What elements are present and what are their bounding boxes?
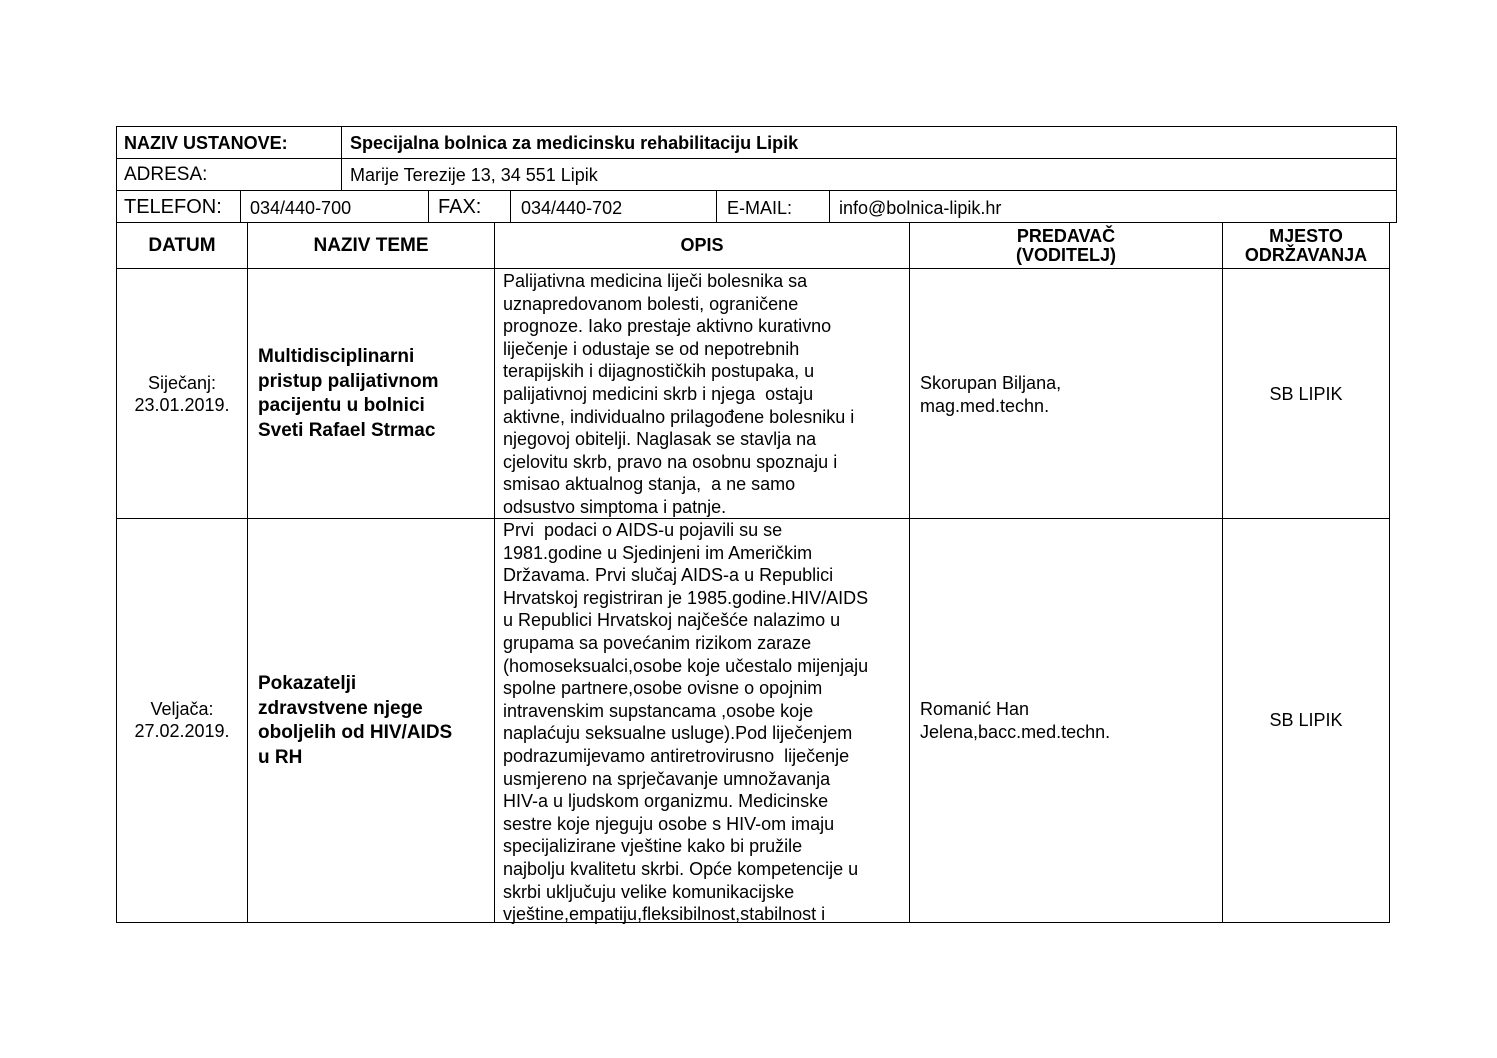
row-date: Veljača: 27.02.2019. xyxy=(134,699,230,741)
header-date: DATUM xyxy=(148,235,216,256)
info-fax-divider xyxy=(428,190,429,222)
header-topic: NAZIV TEME xyxy=(313,235,429,256)
info-border-right xyxy=(1396,126,1397,223)
table-border-left xyxy=(116,222,117,923)
row-topic: Multidisciplinarni pristup palijativnom pacijentu u bolnici Sveti Rafael Strmac xyxy=(258,346,439,441)
phone-label: TELEFON: xyxy=(124,196,222,218)
row-description: Prvi podaci o AIDS-u pojavili su se 1981.godine u Sjedinjeni im Američkim Državama. Prvi slučaj AIDS-a u Republici Hrvatskoj registriran je 1985.godine.HIV/AIDS u Republici Hrvatskoj najčešće nalazimo u grupama sa povećanim rizikom zaraze (homoseksualci,osobe koje učestalo mijenjaju spolne partnere,osobe ovisne o opojnim intravenskim supstancama ,osobe koje naplaćuju seksualne usluge).Pod liječenjem podrazumijevamo antiretrovirusno liječenje usmjereno na sprječavanje umnožavanja HIV-a u ljudskom organizmu. Medicinske sestre koje njeguju osobe s HIV-om imaju specijalizirane vještine kako bi pružile najbolju kvalitetu skrbi. Opće kompetencije u skrbi uključuju velike komunikacijske vještine,empatiju,fleksibilnost,stabilnost i xyxy=(503,520,869,925)
header-location: MJESTO ODRŽAVANJA xyxy=(1244,226,1368,265)
address-label: ADRESA: xyxy=(124,164,208,185)
institution-name-label: NAZIV USTANOVE: xyxy=(124,133,288,153)
row-description: Palijativna medicina liječi bolesnika sa uznapredovanom bolesti, ograničene prognoze. Iako prestaje aktivno kurativno liječenje i odustaje se od nepotrebnih terapijskih i dijagnostičkih postupaka, u palijativnoj medicini skrb i njega ostaju aktivne, individualno prilagođene bolesniku i njegovoj obitelji. Naglasak se stavlja na cjelovitu skrb, pravo na osobnu spoznaju i smisao aktualnog stanja, a ne samo odsustvo simptoma i patnje. xyxy=(503,271,855,517)
email-value: info@bolnica-lipik.hr xyxy=(839,198,1002,218)
col-divider-2 xyxy=(494,222,495,923)
table-header-divider xyxy=(116,268,1390,269)
info-fax-value-divider xyxy=(510,190,511,222)
info-divider-1 xyxy=(116,158,1397,159)
info-border-bottom xyxy=(116,222,1397,223)
row-location: SB LIPIK xyxy=(1269,710,1343,730)
col-divider-4 xyxy=(1222,222,1223,923)
info-email-value-divider xyxy=(829,190,830,222)
info-border-left xyxy=(116,126,117,223)
address-value: Marije Terezije 13, 34 551 Lipik xyxy=(350,165,598,185)
table-border-right xyxy=(1389,222,1390,923)
header-presenter: PREDAVAČ (VODITELJ) xyxy=(1015,226,1116,265)
col-divider-1 xyxy=(247,222,248,923)
row-presenter: Skorupan Biljana, mag.med.techn. xyxy=(920,373,1062,416)
info-divider-2 xyxy=(116,190,1397,191)
info-phone-divider xyxy=(240,190,241,222)
row-date: Siječanj: 23.01.2019. xyxy=(134,373,230,415)
header-description: OPIS xyxy=(680,235,724,255)
institution-name-value: Specijalna bolnica za medicinsku rehabilitaciju Lipik xyxy=(350,133,799,153)
info-email-divider xyxy=(716,190,717,222)
col-divider-3 xyxy=(909,222,910,923)
row-presenter: Romanić Han Jelena,bacc.med.techn. xyxy=(920,699,1111,742)
info-label-divider xyxy=(341,126,342,190)
phone-value: 034/440-700 xyxy=(250,198,352,218)
fax-label: FAX: xyxy=(438,196,482,218)
row-location: SB LIPIK xyxy=(1269,384,1343,404)
fax-value: 034/440-702 xyxy=(521,198,623,218)
info-border-top xyxy=(116,126,1397,127)
email-label: E-MAIL: xyxy=(727,198,793,218)
row-topic: Pokazatelji zdravstvene njege oboljelih od HIV/AIDS u RH xyxy=(258,673,453,768)
